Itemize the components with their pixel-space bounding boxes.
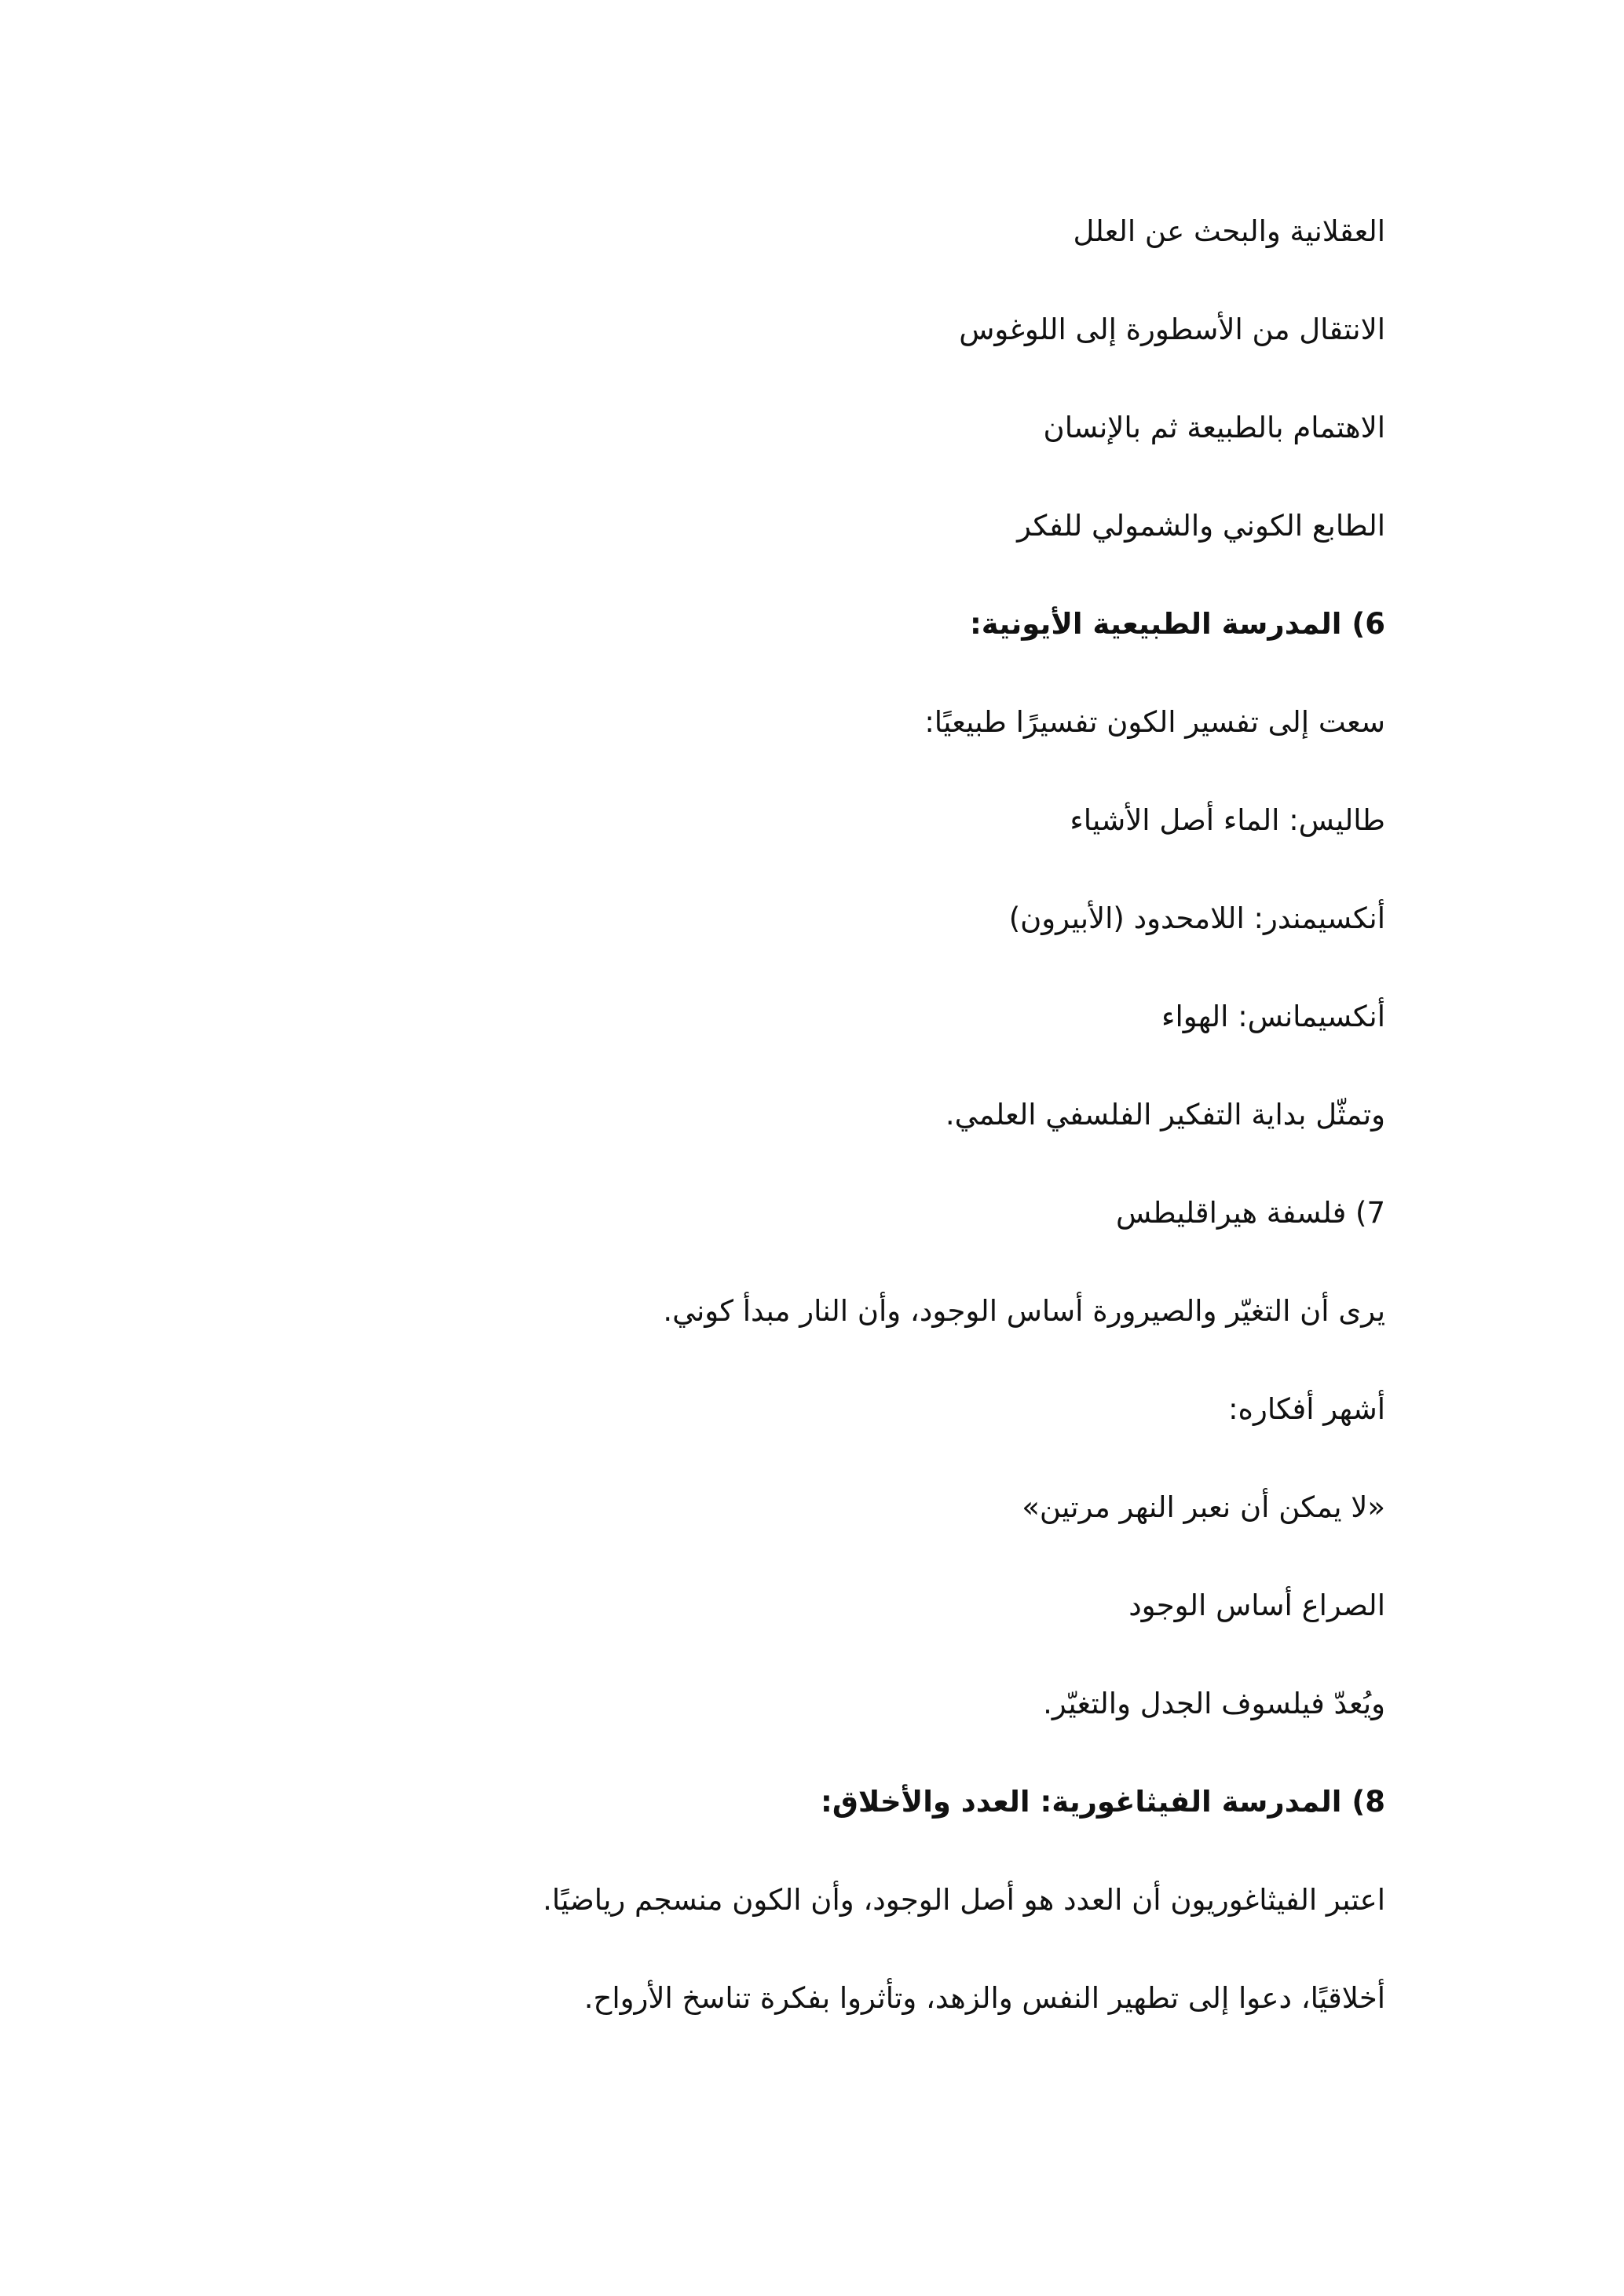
document-page xyxy=(160,182,1385,2047)
section-heading-pythagorean-school: 8) المدرسة الفيثاغورية: العدد والأخلاق: xyxy=(821,1785,1385,1819)
list-item-nature-then-human: الاهتمام بالطبيعة ثم بالإنسان xyxy=(1043,411,1385,444)
paragraph-pythagorean-number: اعتبر الفيثاغوريون أن العدد هو أصل الوجود، وأن الكون منسجم رياضيًا. xyxy=(543,1883,1385,1917)
list-item-anaximander: أنكسيمندر: اللامحدود (الأبيرون) xyxy=(1008,901,1385,935)
paragraph-ionian-conclusion: وتمثّل بداية التفكير الفلسفي العلمي. xyxy=(945,1098,1385,1132)
paragraph-ionian-intro: سعت إلى تفسير الكون تفسيرًا طبيعيًا: xyxy=(924,705,1385,739)
list-item-anaximenes: أنكسيمانس: الهواء xyxy=(1161,1000,1385,1033)
section-heading-ionian-school: 6) المدرسة الطبيعية الأيونية: xyxy=(970,607,1385,641)
section-heading-heraclitus: 7) فلسفة هيراقليطس xyxy=(1116,1196,1385,1230)
list-item-myth-to-logos: الانتقال من الأسطورة إلى اللوغوس xyxy=(959,313,1385,346)
paragraph-pythagorean-ethics: أخلاقيًا، دعوا إلى تطهير النفس والزهد، وتأثروا بفكرة تناسخ الأرواح. xyxy=(583,1981,1385,2015)
list-item-river-quote: «لا يمكن أن نعبر النهر مرتين» xyxy=(1022,1490,1385,1524)
list-item-thales: طاليس: الماء أصل الأشياء xyxy=(1070,803,1385,837)
paragraph-heraclitus-conclusion: ويُعدّ فيلسوف الجدل والتغيّر. xyxy=(1043,1687,1385,1720)
list-item-rationalism: العقلانية والبحث عن العلل xyxy=(1073,214,1385,248)
paragraph-heraclitus-intro: يرى أن التغيّر والصيرورة أساس الوجود، وأن النار مبدأ كوني. xyxy=(663,1294,1385,1328)
list-item-universal-character: الطابع الكوني والشمولي للفكر xyxy=(1017,509,1385,543)
list-item-conflict: الصراع أساس الوجود xyxy=(1128,1589,1385,1622)
paragraph-heraclitus-ideas-label: أشهر أفكاره: xyxy=(1228,1392,1385,1426)
